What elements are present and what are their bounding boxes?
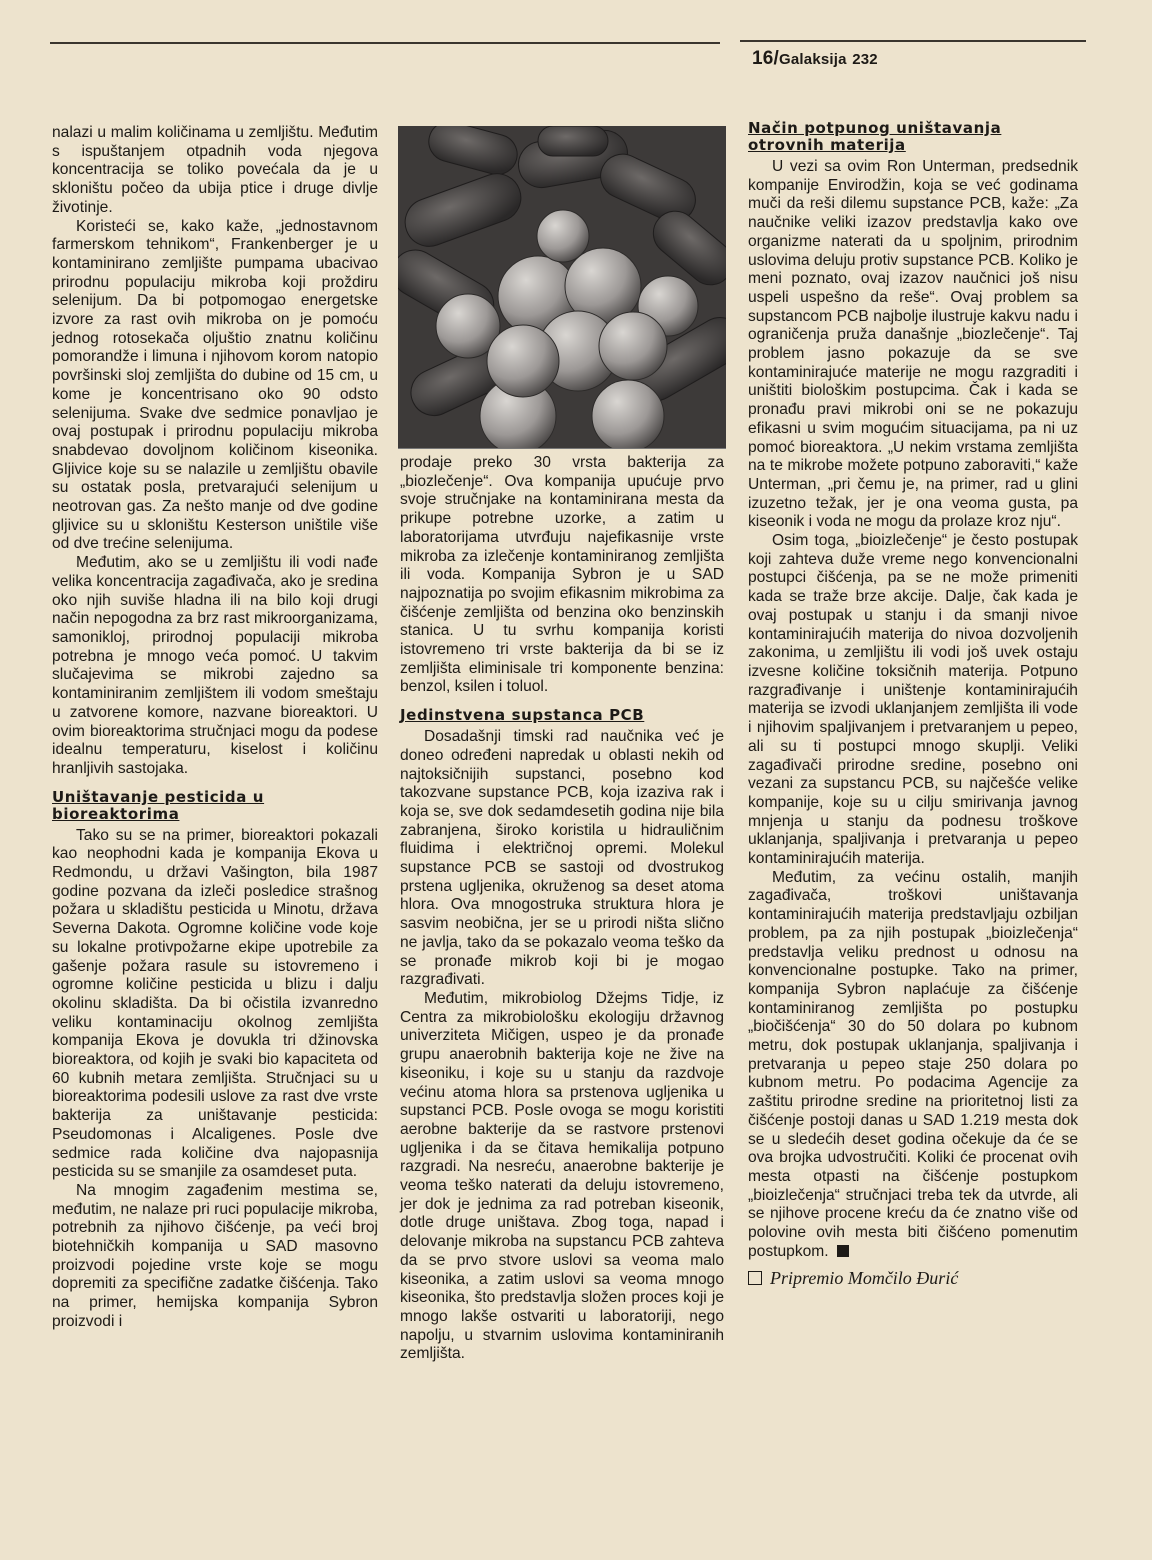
end-mark-icon — [837, 1245, 849, 1257]
paragraph-text: Međutim, za većinu ostalih, manjih zagađivača, troškovi uništavanja kontaminirajućih materija predstavljaju ozbiljan problem, pa za njih postupak „bioizlečenja“ predstavlja veliku prednost u odnosu na konvencionalne postupke. Tako na primer, kompanija Sybron naplaćuje za čišćenje kontaminiranog zemljišta po postupku „biočišćenja“ 30 do 50 dolara po kubnom metru, dok postupak uklanjanja, spaljivanja i pretvaranja u pepeo staje 250 dolara po kubnom metru. Po podacima Agencije za zaštitu prirodne sredine na prioritetnoj listi za čišćenje postoji danas u SAD 1.219 mesta dok se u sledećih deset godina očekuje da će se ova brojka udvostručiti. Koliki će procenat ovih mesta otpasti na čišćenje postupkom „bioizlečenja“ stručnjaci treba tek da utvrde, ali se njihove procene kreću da će znatno više od polovine ovih mesta biti čišćeno pomenutim postupkom. — [748, 868, 1078, 1260]
top-rule-left — [50, 42, 720, 44]
paragraph: Tako su se na primer, bioreaktori pokazali kao neophodni kada je kompanija Ekova u Redmondu, u državi Vašington, bila 1987 godine pozvana da izleči posledice strašnog požara u skladištu pesticida u Minotu, država Severna Dakota. Ogromne količine vode koje su lokalne protivpožarne ekipe upotrebile za gašenje požara rasule su istovremeno i ogromne količine pesticida u blizu i dalju okolinu skladišta. Da bi očistila izvanredno veliku kontaminaciju okolnog zemljišta kompanija Ekova je dovukla tri džinovska bioreaktora, od kojih je svaki bio kapaciteta od 60 kubnih metara zemljišta. Stručnjaci su u bioreaktorima podesili uslove za rast dve vrste bakterija za uništavanje pesticida: Pseudomonas i Alcaligenes. Posle dve sedmice rada količine dva najopasnija pesticida su se smanjile za osamdeset puta. — [52, 826, 378, 1181]
bacteria-illustration — [398, 126, 726, 448]
author-signature — [748, 1269, 1078, 1288]
issue-number: 232 — [852, 51, 878, 68]
paragraph: Na mnogim zagađenim mestima se, međutim, ne nalaze pri ruci populacije mikroba, potrebnih za njihovo čišćenje, pa veći broj biotehničkih kompanija u SAD masovno proizvodi pojedine vrste koje se mogu dopremiti za specifične zadatke čišćenja. Tako na primer, hemijska kompanija Sybron proizvodi i — [52, 1181, 378, 1330]
column-right — [748, 120, 1078, 1288]
page-folio — [752, 48, 878, 70]
author-name: Pripremio Momčilo Đurić — [770, 1268, 959, 1289]
bacteria-photo — [398, 126, 726, 449]
paragraph: Osim toga, „bioizlečenje“ je često postupak koji zahteva duže vreme nego konvencionalni postupci čišćenja, pa se ne može primeniti kada se traže brze akcije. Dalje, čak kada je ovaj postupak u stanju i da smanji nivoe kontaminirajućih materija do nivoa dozvoljenih zakonima, u zemljištu ili vodi još uvek ostaju izvesne količine toksičnih materija. Potpuno razgrađivanje i uništenje kontaminirajućih materija se izvodi uklanjanjem zemljišta ili vode i njihovim spaljivanjem i pretvaranjem u pepeo, ali su ti postupci mnogo skuplji. Veliki zagađivači prirodne sredine, posebno oni vezani za supstancu PCB, su najčešće velike kompanije, koje su u cilju smirivanja javnog mnjenja u stanju da podnesu troškove uklanjanja, spaljivanja i pretvaranja u pepeo kontaminirajućih materija. — [748, 532, 1078, 868]
paragraph: Koristeći se, kako kaže, „jednostavnom farmerskom tehnikom“, Frankenberger je u kontaminirano zemljište pumpama ubacivao prirodnu populaciju mikroba koji proždiru selenijum. Da bi potpomogao energetske izvore za rast ovih mikroba on je pomoću jednog rotosekača oljuštio znatnu količinu pomorandže i limuna i njihovom korom natopio površinski sloj zemljišta do dubine od 15 cm, u kome je koncentrisano oko 90 odsto selenijuma. Svake dve sedmice ponavljao je ovaj postupak i prirodnu populaciju mikroba snabdevao dovoljnom količinom kiseonika. Gljivice koje su se nalazile u zemljištu obavile su ostatak posla, pretvarajući selenijum u neotrovan gas. Za nešto manje od dve godine gljivice su u skloništu Kesterson uništile više od dve trećine selenijuma. — [52, 217, 378, 553]
section-heading: Uništavanje pesticida u bioreaktorima — [52, 787, 265, 823]
checkbox-square-icon — [748, 1271, 762, 1285]
column-left — [52, 124, 378, 1332]
page-number: 16/ — [752, 48, 780, 69]
paragraph: Međutim, mikrobiolog Džejms Tidje, iz Centra za mikrobiološku ekologiju državnog univerziteta Mičigen, uspeo je da pronađe grupu anaerobnih bakterija koje ne žive na kiseoniku, i koje su u stanju da razdvoje većinu atoma hlora sa prstenova ugljenika u supstanci PCB. Posle ovoga se mogu koristiti aerobne bakterije da se rastvore prstenovi ugljenika i da se čitava hemikalija potpuno razgradi. Na nesreću, anaerobne bakterije je veoma teško naterati da deluju istovremeno, jer dok je jednima za rad potreban kiseonik, dotle druge uništava. Zbog toga, napad i delovanje mikroba na supstancu PCB zahteva da se prvo stvore uslovi sa veoma malo kiseonika, a zatim uslovi sa veoma mnogo kiseonika, što predstavlja složen proces koji je mnogo lakše ostvariti u laboratoriji, nego napolju, u stvarnim uslovima kontaminiranih zemljišta. — [400, 989, 724, 1363]
paragraph: prodaje preko 30 vrsta bakterija za „biozlečenje“. Ova kompanija upućuje prvo svoje stručnjake na kontaminirana mesta da prikupe potrebne uzorke, a zatim u laboratorijama utvrđuju najefikasnije vrste mikroba za izlečenje kontaminiranog zemljišta ili voda. Kompanija Sybron je u SAD najpoznatija po svojim efikasnim mikrobima za čišćenje zemljišta od benzina oko benzinskih stanica. U tu svrhu kompanija koristi istovremeno tri vrste bakterija da bi se iz zemljišta eliminisale tri komponente benzina: benzol, ksilen i toluol. — [400, 454, 724, 696]
section-heading: Način potpunog uništavanja otrovnih materija — [748, 119, 1002, 154]
paragraph: Međutim, ako se u zemljištu ili vodi nađe velika koncentracija zagađivača, ako je sredina oko njih suviše hladna ili na bilo koji drugi način nepogodna za brz rast mikroorganizama, samonikloj, prirodnoj populaciji mikroba potrebna je mnogo veća pomoć. U takvim slučajevima se mikrobi zajedno sa kontaminiranim zemljištem ili vodom smeštaju u zatvorene komore, nazvane bioreaktori. U ovim bioreaktorima stručnjaci mogu da podese idealnu temperaturu, kiselost i količinu hranljivih sastojaka. — [52, 554, 378, 777]
paragraph — [748, 869, 1078, 1262]
paragraph: U vezi sa ovim Ron Unterman, predsednik kompanije Envirodžin, koja se već godinama muči da reši dilemu supstance PCB, kaže: „Za naučnike veliki izazov predstavlja kako ove organizme naterati da u spoljnim, prirodnim uslovima deluju protiv supstance PCB. Koliko je meni poznato, ovaj izazov naučnici još nisu uspeli uspešno da reše“. Ovaj problem sa supstancom PCB najbolje ilustruje kakvu nadu i ograničenja pruža današnje „biozlečenje“. Taj problem jasno pokazuje da se sve kontaminirajuće materije ne mogu razgraditi i uništiti biološkim postupcima. Čak i kada se pronađu pravi mikrobi oni se ne pokazuju efikasni u svim mogućim situacijama, pa ni uz pomoć bioreaktora. „U nekim vrstama zemljišta na te mikrobe možete potpuno zaboraviti,“ kaže Unterman, „pri čemu je, na primer, rad u glini izuzetno težak, jer je ona veoma gusta, pa kiseonik i voda ne mogu da prolaze kroz nju“. — [748, 158, 1078, 531]
column-middle — [400, 454, 724, 1364]
magazine-name: Galaksija — [779, 51, 847, 68]
top-rule-right — [740, 40, 1086, 42]
paragraph: nalazi u malim količinama u zemljištu. Međutim s ispuštanjem otpadnih voda njegova koncentracija se toliko povećala da je u skloništu počeo da ubija ptice i druge divlje životinje. — [52, 124, 378, 216]
paragraph: Dosadašnji timski rad naučnika već je doneo određeni napredak u oblasti nekih od najtoksičnijih supstanci, posebno kod takozvane supstance PCB, koja izaziva rak i koja se, sve dok sedamdesetih godina nije bila zabranjena, široko koristila u hidrauličnim fluidima i električnoj opremi. Molekul supstance PCB se sastoji od dvostrukog prstena ugljenika, okruženog sa deset atoma hlora. Ova mnogostruka struktura hlora je sasvim neobična, jer se u prirodi ništa slično ne javlja, tako da se pokazalo veoma teško da se pronađe mikrob koji bi je mogao razgrađivati. — [400, 728, 724, 989]
section-heading: Jedinstvena supstanca PCB — [400, 706, 645, 725]
